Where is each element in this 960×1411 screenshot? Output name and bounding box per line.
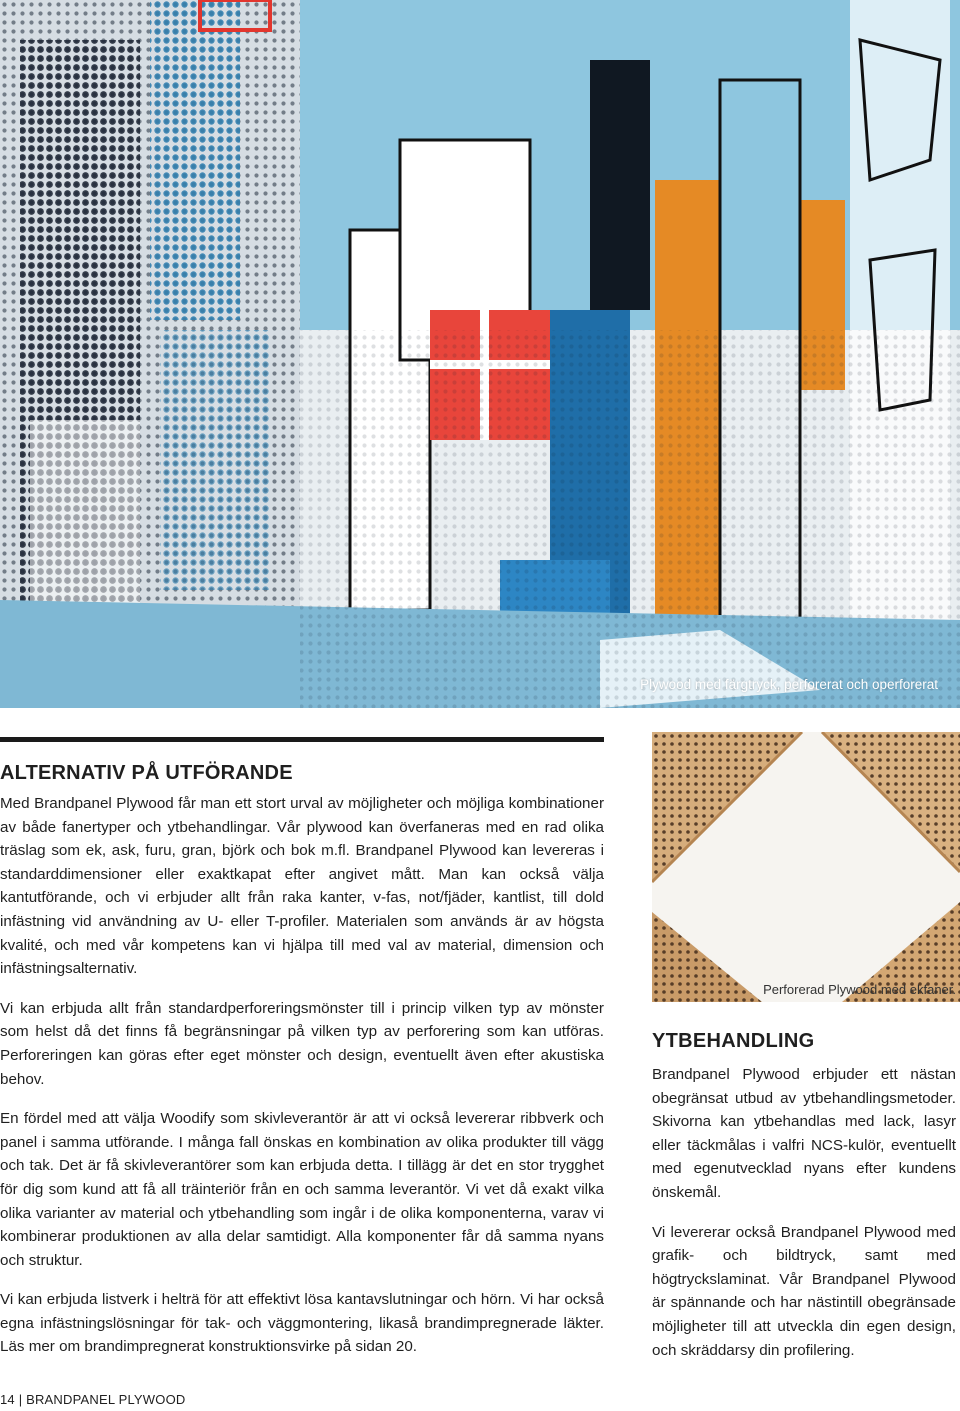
- side-heading: YTBEHANDLING: [652, 1030, 815, 1052]
- main-paragraph-2: Vi kan erbjuda allt från standardperforeringsmönster till i princip vilken typ av mönster som helst då det finns få begränsningar på vilken typ av perforering som kan utföras. Perforeringen kan göras efter eget mönster och design, eventuellt även efter akustiska behov.: [0, 999, 604, 1088]
- footer-title: BRANDPANEL PLYWOOD: [26, 1392, 186, 1407]
- hero-caption: Plywood med färgtryck, perforerat och operforerat: [640, 677, 938, 692]
- main-column: [0, 760, 604, 1375]
- side-photo: [652, 732, 960, 1002]
- footer-separator: |: [18, 1392, 23, 1407]
- main-paragraph-4: Vi kan erbjuda listverk i helträ för att effektivt lösa kantavslutningar och hörn. Vi har också egna infästningslösningar för tak- och väggmontering, likaså brandimpregnerade läkter. Läs mer om brandimpregnerat konstruktionsvirke på sidan 20.: [0, 1291, 604, 1356]
- main-paragraph-3: En fördel med att välja Woodify som skivleverantör är att vi också levererar ribbverk och panel i samma utförande. I många fall önskas en kombination av olika produkter till vägg och tak. Det är få skivleverantörer som kan erbjuda detta. I tillägg är det en stor trygghet för dig som kund att få all träinteriör från en och samma leverantör. Vi vet då exakt vilka olika varianter av material och ytbehandling som ingår i de olika komponenterna, varav vi kombinerar produktionen av alla delar samtidigt. Alla komponenter får då samma nyans och struktur.: [0, 1110, 604, 1269]
- side-paragraph-2: Vi levererar också Brandpanel Plywood med grafik- och bildtryck, samt med högtryckslaminat. Vår Brandpanel Plywood är spännande och har nästintill obegränsade möjligheter till att utveckla din egen design, och skräddarsy din profilering.: [652, 1223, 956, 1359]
- main-paragraph-1: Med Brandpanel Plywood får man ett stort urval av möjligheter och möjliga kombinationer av både fanertyper och ytbehandlingar. Vår plywood kan överfaneras med en rad olika träslag som ek, ask, furu, gran, björk och bok m.fl. Brandpanel Plywood kan levereras i standarddimensioner eller exaktkapat efter angivet mått. Man kan också välja kantutförande, och vi erbjuder allt från raka kanter, v-fas, not/fjäder, kantlist, till dold infästning vid användning av U- eller T-profiler. Materialen som används är av högsta kvalité, och med vår kompetens kan vi hjälpa till med val av material, dimension och infästningsalternativ.: [0, 795, 604, 978]
- side-photo-caption: Perforerad Plywood med ekfaner.: [763, 982, 956, 997]
- page-number: 14: [0, 1392, 15, 1407]
- section-rule: [0, 737, 604, 742]
- side-paragraph-1: Brandpanel Plywood erbjuder ett nästan obegränsat utbud av ytbehandlingsmetoder. Skivorna kan ytbehandlas med lack, lasyr eller täckmålas i valfri NCS-kulör, eventuellt med egenutvecklad nyans efter kundens önskemål.: [652, 1066, 956, 1201]
- side-column: [652, 1027, 956, 1378]
- page-footer: [0, 1392, 185, 1407]
- section-heading: ALTERNATIV PÅ UTFÖRANDE: [0, 762, 293, 784]
